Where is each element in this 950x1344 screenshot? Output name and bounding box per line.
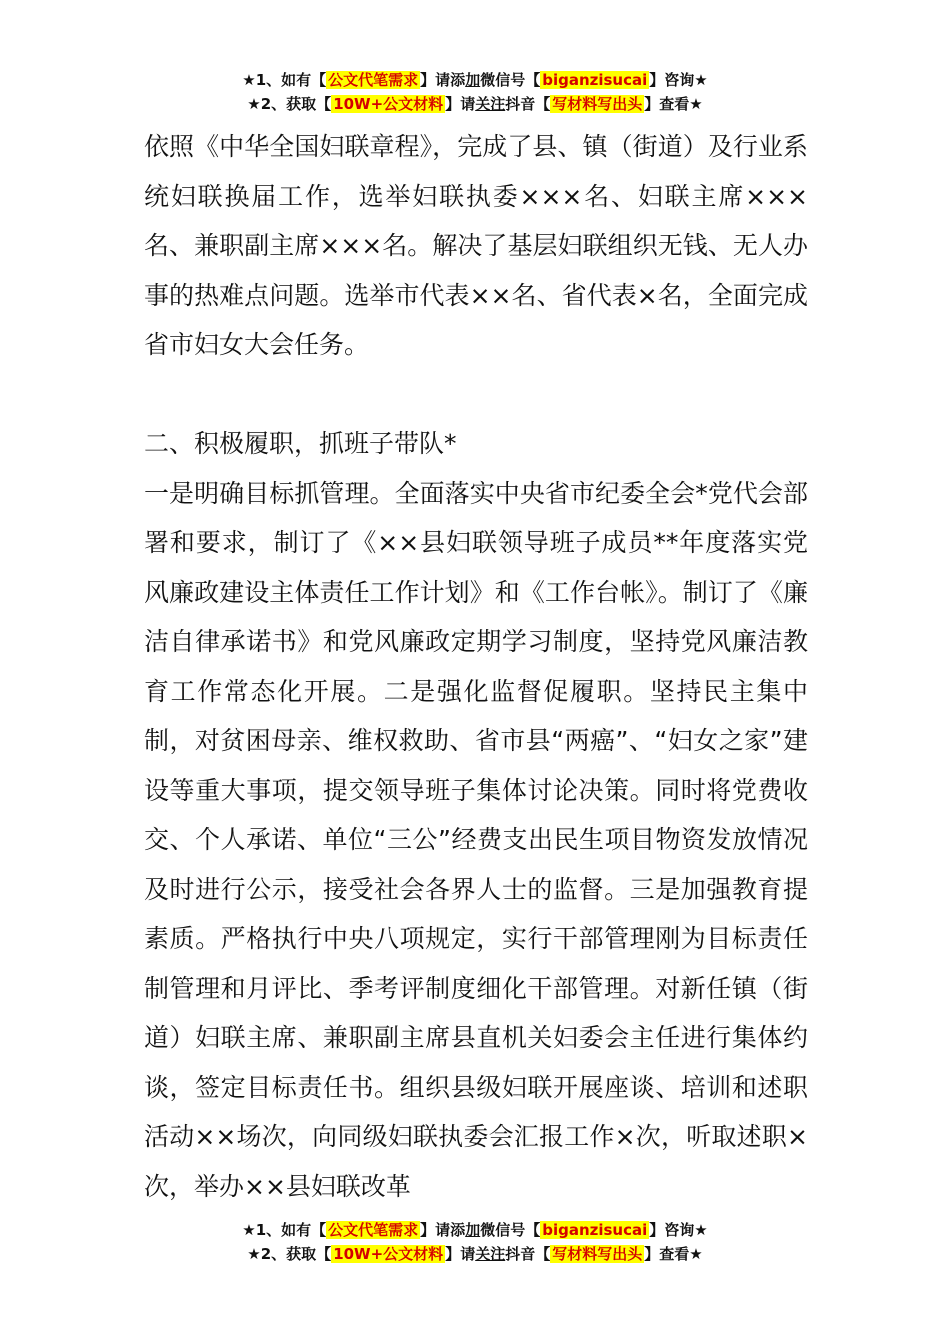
banner-line-2: [0, 92, 950, 116]
banner-highlight: 10W+公文材料: [333, 1245, 444, 1263]
paragraph-2: 一是明确目标抓管理。全面落实中央省市纪委全会*党代会部署和要求，制订了《××县妇联领导班子成员**年度落实党风廉政建设主体责任工作计划》和《工作台帐》。制订了《廉洁自律承诺书》和党风廉政定期学习制度，坚持党风廉洁教育工作常态化开展。二是强化监督促履职。坚持民主集中制，对贫困母亲、维权救助、省市县“两癌”、“妇女之家”建设等重大事项，提交领导班子集体讨论决策。同时将党费收交、个人承诺、单位“三公”经费支出民生项目物资发放情况及时进行公示，接受社会各界人士的监督。三是加强教育提素质。严格执行中央八项规定，实行干部管理刚为目标责任制管理和月评比、季考评制度细化干部管理。对新任镇（街道）妇联主席、兼职副主席县直机关妇委会主任进行集体约谈，签定目标责任书。组织县级妇联开展座谈、培训和述职活动××场次，向同级妇联执委会汇报工作×次，听取述职×次，举办××县妇联改革: [144, 478, 808, 1201]
banner-text: ★1、如有【: [242, 71, 327, 89]
banner-text: 】查看★: [644, 95, 703, 113]
banner-text: 微信号【: [480, 1221, 541, 1239]
banner-wechat-id: biganzisucai: [542, 1221, 648, 1239]
banner-text: 关注: [475, 95, 506, 113]
banner-text: 关注: [475, 1245, 506, 1263]
header-banner: [0, 68, 950, 116]
banner-text: 】请添: [420, 71, 466, 89]
banner-text: 】请添: [420, 1221, 466, 1239]
banner-text: 】请: [445, 1245, 476, 1263]
banner-text: 抖音【: [505, 1245, 551, 1263]
paragraph-1: 依照《中华全国妇联章程》，完成了县、镇（街道）及行业系统妇联换届工作，选举妇联执委×××名、妇联主席×××名、兼职副主席×××名。解决了基层妇联组织无钱、无人办事的热难点问题。选举市代表××名、省代表×名，全面完成省市妇女大会任务。: [144, 132, 808, 359]
banner-line-2: [0, 1242, 950, 1266]
footer-banner: [0, 1218, 950, 1266]
document-body: [144, 122, 808, 1211]
banner-highlight: 公文代笔需求: [328, 71, 419, 89]
banner-text: 微信号【: [480, 71, 541, 89]
banner-text: ★2、获取【: [247, 95, 332, 113]
section-heading-2: 二、积极履职，抓班子带队*: [144, 429, 457, 458]
banner-highlight: 10W+公文材料: [333, 95, 444, 113]
banner-text: ★1、如有【: [242, 1221, 327, 1239]
banner-line-1: [0, 1218, 950, 1242]
banner-line-1: [0, 68, 950, 92]
banner-text: 】请: [445, 95, 476, 113]
banner-highlight: 公文代笔需求: [328, 1221, 419, 1239]
banner-text: 】咨询★: [649, 1221, 708, 1239]
banner-text: 加: [465, 71, 481, 89]
banner-wechat-id: biganzisucai: [542, 71, 648, 89]
banner-text: 】咨询★: [649, 71, 708, 89]
banner-douyin-name: 写材料写出头: [552, 95, 643, 113]
banner-douyin-name: 写材料写出头: [552, 1245, 643, 1263]
banner-text: 抖音【: [505, 95, 551, 113]
banner-text: 】查看★: [644, 1245, 703, 1263]
banner-text: ★2、获取【: [247, 1245, 332, 1263]
banner-text: 加: [465, 1221, 481, 1239]
